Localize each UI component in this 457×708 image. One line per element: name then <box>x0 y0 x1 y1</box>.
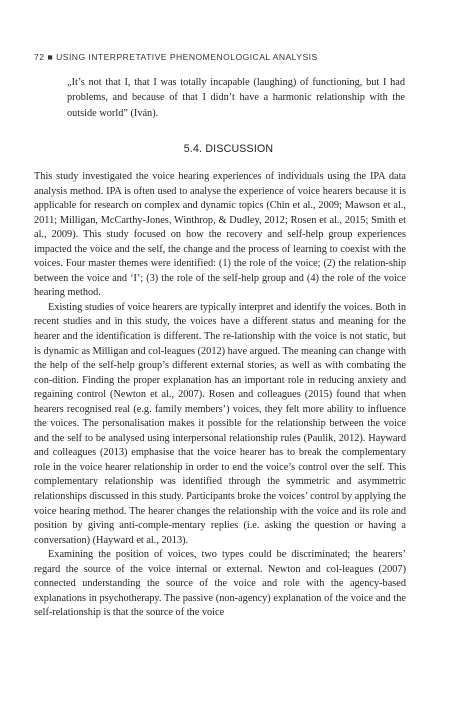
running-head <box>34 52 318 62</box>
page-number: 72 <box>34 52 45 62</box>
section-heading: 5.4. DISCUSSION <box>183 143 274 155</box>
separator-square: ■ <box>47 52 54 62</box>
running-title: USING INTERPRETATIVE PHENOMENOLOGICAL ANALYSIS <box>56 52 318 62</box>
paragraph-3: Examining the position of voices, two types could be discriminated; the hearers’ regard the source of the voice internal or external. Newton and col-leagues (2007) connected understanding the source of the voice and role with the agency-based explanations in psychotherapy. The passive (non-agency) explanation of the voice and the self-relationship is that the source of the voice <box>34 549 406 619</box>
paragraph-1: This study investigated the voice hearing experiences of individuals using the IPA data analysis method. IPA is often used to analyse the experience of voice hearers because it is applicable for research on complex and dynamic topics (Chin et al., 2009; Mawson et al., 2011; Milligan, McCarthy-Jones, Winthrop, & Dudley, 2012; Rosen et al., 2015; Smith et al., 2009). This study focused on how the recovery and self-help group experiences impacted the voice and the self, the change and the process of learning to coexist with the voices. Four master themes were identified: (1) the role of the voice; (2) the relation-ship between the voice and ‘I’; (3) the role of the self-help group and (4) the role of the voice hearing method. <box>34 171 406 299</box>
paragraph-2: Existing studies of voice hearers are typically interpret and identify the voices. Both in recent studies and in this study, the voices have a different status and meaning for the hearer and the identification is different. The re-lationship with the voice is not static, but is dynamic as Milligan and col-leagues (2012) have argued. The meaning can change with the help of the self-help group’s different external stories, as well as with combating the con-dition. Finding the proper explanation has an important role in reducing anxiety and regaining control (Newton et al., 2007). Rosen and colleagues (2015) found that when hearers recognised real (e.g. family members’) voices, they felt more ability to influence the voices. The personalisation makes it possible for the relationship between the voice and the self to be analysed using interpersonal relationship rules (Paulik, 2012). Hayward and colleagues (2013) emphasise that the voice hearer has to break the complementary role in the voice hearer relationship in order to end the voice’s control over the self. This complementary relationship was identified through the symmetric and asymmetric relationships discussed in this study. Participants broke the voices’ control by applying the voice hearing method. The hearer changes the relationship with the voice and its role and position by giving anti-comple-mentary replies (i.e. asking the question or having a conversation) (Hayward et al., 2013). <box>34 301 406 546</box>
block-quote: „It’s not that I, that I was totally incapable (laughing) of functioning, but I had problems, and because of that I didn’t have a harmonic relationship with the outside world” (Iván). <box>67 77 405 119</box>
body-text <box>34 170 406 621</box>
